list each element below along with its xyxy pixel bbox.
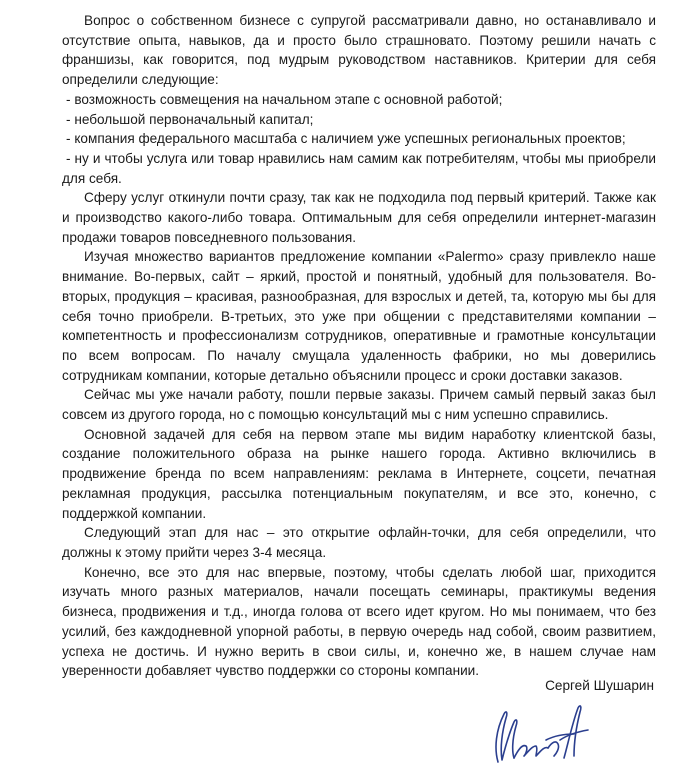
body-paragraph: Следующий этап для нас – это открытие офлайн-точки, для себя определили, что должны к этому прийти через 3-4 месяца. [62,525,656,560]
handwritten-signature-icon [484,700,594,766]
intro-paragraph: Вопрос о собственном бизнесе с супругой рассматривали давно, но останавливало и отсутствие опыта, навыков, да и просто было страшновато. Поэтому решили начать с франшизы, как говорится, под мудрым руководством наставников. Критерии для себя определили следующие: [62,13,656,88]
criteria-item: - компания федерального масштаба с наличием уже успешных региональных проектов; [62,129,656,149]
criteria-item: - ну и чтобы услуга или товар нравились нам самим как потребителям, чтобы мы приобрели для себя. [62,149,656,188]
criteria-item: - возможность совмещения на начальном этапе с основной работой; [62,90,656,110]
body-paragraph: Сейчас мы уже начали работу, пошли первые заказы. Причем самый первый заказ был совсем из другого города, но с помощью консультаций мы с ним успешно справились. [62,387,656,423]
letter-body [62,11,656,681]
body-paragraph: Сферу услуг откинули почти сразу, так как не подходила под первый критерий. Также как и производство какого-либо товара. Оптимальным для себя определили интернет-магазин продажи товаров повседневного пользования. [62,190,656,245]
body-paragraph: Основной задачей для себя на первом этапе мы видим наработку клиентской базы, создание положительного образа на рынке нашего города. Активно включились в продвижение бренда по всем направлениям: реклама в Интернете, соцсети, печатная рекламная продукция, рассылка потенциальным покупателям, и все это, конечно, с поддержкой компании. [62,426,656,521]
signature-strokes [496,706,588,762]
criteria-list [62,90,656,189]
body-paragraph: Конечно, все это для нас впервые, поэтому, чтобы сделать любой шаг, приходится изучать много разных материалов, начали посещать семинары, практикумы ведения бизнеса, продвижения и т.д., иногда голова от всего идет кругом. Но мы понимаем, что без усилий, без каждодневной упорной работы, в первую очередь над собой, своим развитием, успеха не достичь. И нужно верить в свои силы, и, конечно же, в нашем случае нам уверенности добавляет чувство поддержки со стороны компании. [62,564,656,679]
criteria-item: - небольшой первоначальный капитал; [62,110,656,130]
body-paragraph: Изучая множество вариантов предложение компании «Palermo» сразу привлекло наше внимание. Во-первых, сайт – яркий, простой и понятный, удобный для пользователя. Во-вторых, продукция – красивая, разнообразная, для взрослых и детей, та, которую мы бы для себя точно приобрели. В-третьих, это уже при общении с представителями компании – компетентность и профессионализм сотрудников, оперативные и грамотные консультации по всем вопросам. По началу смущала удаленность фабрики, но мы доверились сотрудникам компании, которые детально объяснили процесс и сроки доставки заказов. [62,249,656,383]
author-name: Сергей Шушарин [545,678,654,693]
